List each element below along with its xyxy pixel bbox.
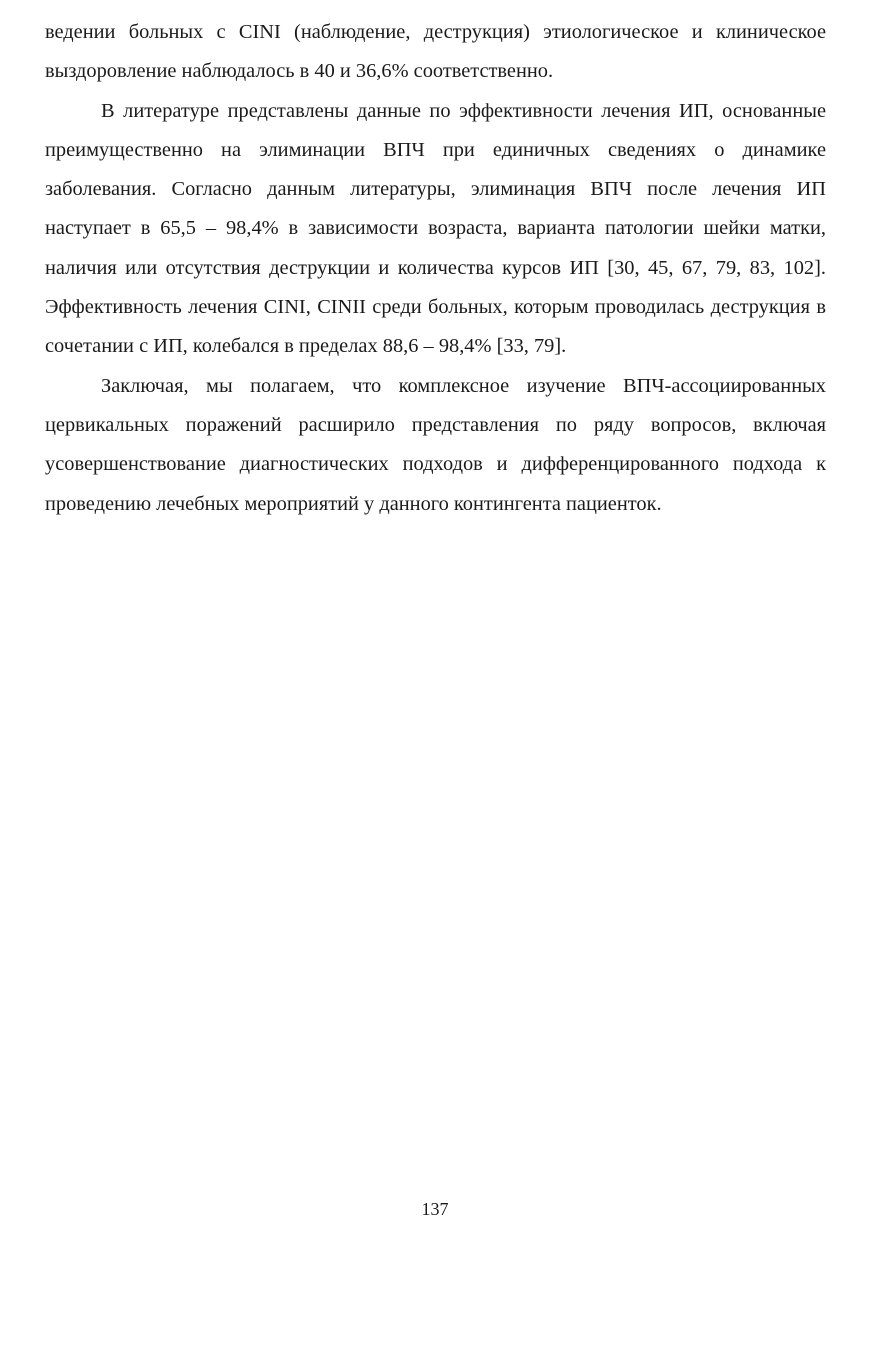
paragraph-conclusion: Заключая, мы полагаем, что комплексное изучение ВПЧ-ассоциированных цервикальных поражений расширило представления по ряду вопросов, включая усовершенствование диагностических подходов и дифференцированного подхода к проведению лечебных мероприятий у данного контингента пациенток.: [45, 374, 826, 515]
paragraph-literature-review: В литературе представлены данные по эффективности лечения ИП, основанные преимущественно на элиминации ВПЧ при единичных сведениях о динамике заболевания. Согласно данным литературы, элиминация ВПЧ после лечения ИП наступает в 65,5 – 98,4% в зависимости возраста, варианта патологии шейки матки, наличия или отсутствия деструкции и количества курсов ИП [30, 45, 67, 79, 83, 102]. Эффективность лечения CINI, CINII среди больных, которым проводилась деструкция в сочетании с ИП, колебался в пределах 88,6 – 98,4% [33, 79].: [45, 99, 826, 358]
paragraph-continued: ведении больных с CINI (наблюдение, деструкция) этиологическое и клиническое выздоровление наблюдалось в 40 и 36,6% соответственно.: [45, 21, 826, 83]
page-number: 137: [421, 1199, 449, 1219]
body-text: [45, 13, 826, 524]
